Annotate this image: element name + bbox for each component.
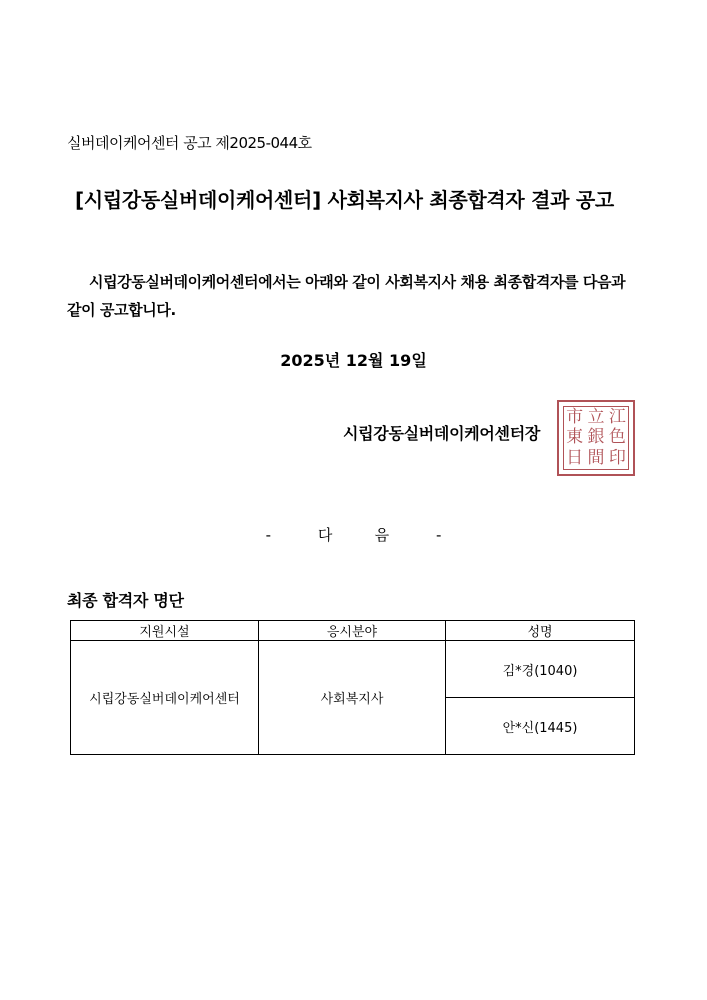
cell-name: 안*신(1445)	[446, 698, 635, 755]
seal-char: 市	[566, 406, 584, 427]
header-field: 응시분야	[259, 621, 446, 641]
separator-dash: -	[265, 526, 272, 544]
table-row	[71, 641, 635, 698]
seal-char: 銀	[587, 427, 605, 448]
page-title: [시립강동실버데이케어센터] 사회복지사 최종합격자 결과 공고	[75, 188, 614, 212]
seal-stamp	[557, 400, 635, 476]
table-header-row	[71, 621, 635, 641]
notice-number: 실버데이케어센터 공고 제2025-044호	[67, 134, 312, 152]
results-table	[70, 620, 635, 755]
seal-char: 江	[608, 406, 626, 427]
cell-facility: 시립강동실버데이케어센터	[71, 641, 259, 755]
body-paragraph: 시립강동실버데이케어센터에서는 아래와 같이 사회복지사 채용 최종합격자를 다음과 같이 공고합니다.	[67, 273, 626, 319]
seal-char: 間	[587, 448, 605, 469]
list-heading: 최종 합격자 명단	[67, 591, 184, 610]
separator-dash: -	[435, 526, 442, 544]
seal-char: 日	[566, 448, 584, 469]
seal-char: 色	[608, 427, 626, 448]
seal-char: 東	[566, 427, 584, 448]
issuer-name: 시립강동실버데이케어센터장	[343, 424, 541, 443]
notice-date: 2025년 12월 19일	[280, 351, 427, 370]
cell-field: 사회복지사	[259, 641, 446, 755]
separator-char: 다	[317, 526, 333, 544]
seal-char: 立	[587, 406, 605, 427]
seal-char: 印	[608, 448, 626, 469]
cell-name: 김*경(1040)	[446, 641, 635, 698]
header-facility: 지원시설	[71, 621, 259, 641]
header-name: 성명	[446, 621, 635, 641]
separator-char: 음	[374, 526, 390, 544]
section-separator	[0, 524, 707, 545]
